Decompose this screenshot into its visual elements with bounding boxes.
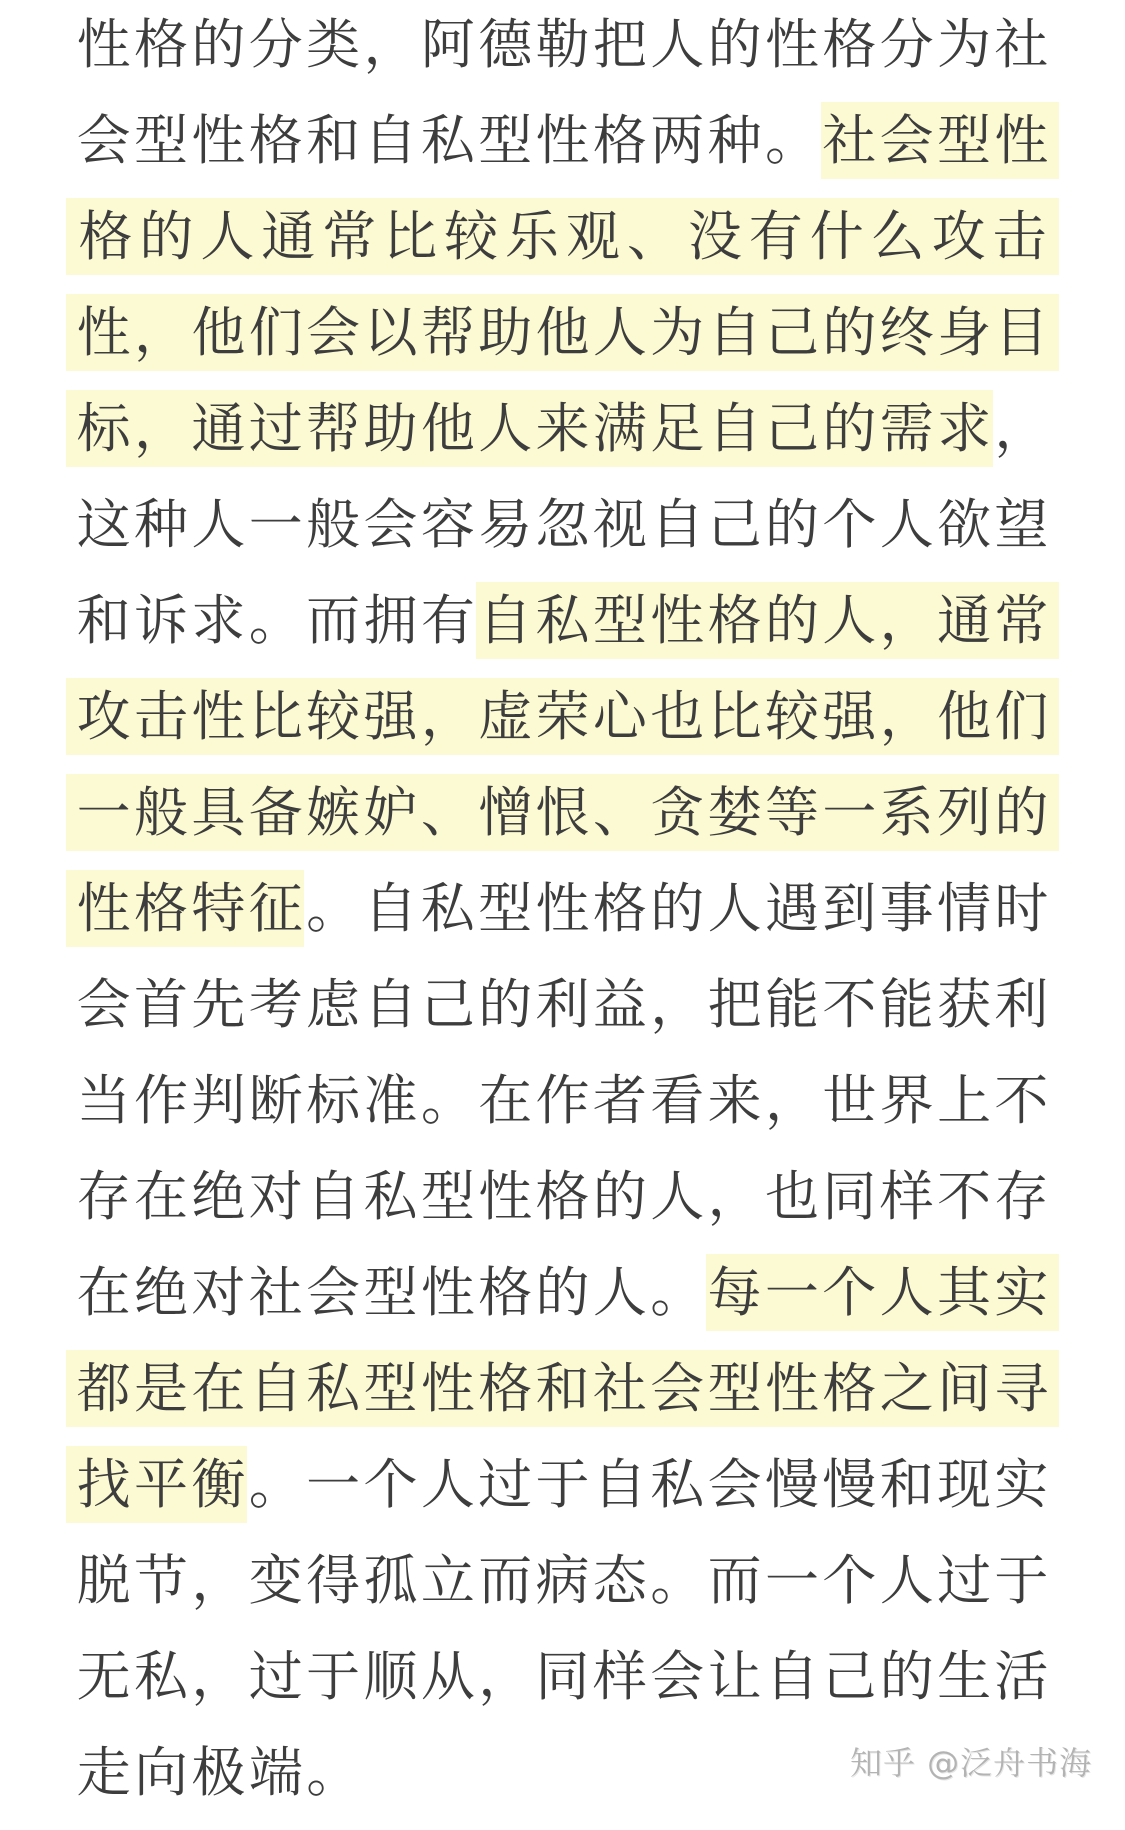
text-line <box>66 390 1059 467</box>
text-line <box>66 1446 1059 1523</box>
highlighted-text: 自 私 型 性 格 的 人 ， 通 常 <box>476 582 1059 659</box>
body-text: 存 在 绝 对 自 私 型 性 格 的 人 ， 也 同 样 不 存 <box>76 1165 1049 1228</box>
body-text: 会 型 性 格 和 自 私 型 性 格 两 种 。 <box>76 109 819 172</box>
text-line <box>66 1350 1059 1427</box>
text-line <box>66 870 1059 947</box>
body-text: 走 向 极 端 。 <box>76 1741 361 1804</box>
body-text: 这 种 人 一 般 会 容 易 忽 视 自 己 的 个 人 欲 望 <box>76 493 1049 556</box>
highlighted-text: 一 般 具 备 嫉 妒 、 憎 恨 、 贪 婪 等 一 系 列 的 <box>66 774 1059 851</box>
body-text: 脱 节 ， 变 得 孤 立 而 病 态 。 而 一 个 人 过 于 <box>76 1549 1049 1612</box>
highlighted-text: 标 ， 通 过 帮 助 他 人 来 满 足 自 己 的 需 求 <box>66 390 993 467</box>
text-line <box>66 102 1059 179</box>
highlighted-text: 社 会 型 性 <box>821 102 1059 179</box>
text-line <box>66 966 1059 1043</box>
text-line <box>66 1062 1059 1139</box>
text-line <box>66 1158 1059 1235</box>
highlighted-text: 都 是 在 自 私 型 性 格 和 社 会 型 性 格 之 间 寻 <box>66 1350 1059 1427</box>
text-line <box>66 1542 1059 1619</box>
text-line <box>66 6 1059 83</box>
watermark: 知乎 @泛舟书海 <box>850 1744 1093 1782</box>
body-text: 和 诉 求 。 而 拥 有 <box>76 589 475 652</box>
highlighted-text: 找 平 衡 <box>66 1446 247 1523</box>
highlighted-text: 攻 击 性 比 较 强 ， 虚 荣 心 也 比 较 强 ， 他 们 <box>66 678 1059 755</box>
text-line <box>66 582 1059 659</box>
text-line <box>66 294 1059 371</box>
body-text: 。 一 个 人 过 于 自 私 会 慢 慢 和 现 实 <box>248 1453 1049 1516</box>
text-line <box>66 1254 1059 1331</box>
body-text: 无 私 ， 过 于 顺 从 ， 同 样 会 让 自 己 的 生 活 <box>76 1645 1049 1708</box>
highlighted-text: 每 一 个 人 其 实 <box>706 1254 1059 1331</box>
body-text: 当 作 判 断 标 准 。 在 作 者 看 来 ， 世 界 上 不 <box>76 1069 1049 1132</box>
body-text: 性 格 的 分 类 ， 阿 德 勒 把 人 的 性 格 分 为 社 <box>76 13 1049 76</box>
text-line <box>66 774 1059 851</box>
body-text: 会 首 先 考 虑 自 己 的 利 益 ， 把 能 不 能 获 利 <box>76 973 1049 1036</box>
highlighted-text: 性 格 特 征 <box>66 870 304 947</box>
highlighted-text: 性 ， 他 们 会 以 帮 助 他 人 为 自 己 的 终 身 目 <box>66 294 1059 371</box>
body-text: 。 自 私 型 性 格 的 人 遇 到 事 情 时 <box>306 877 1049 940</box>
text-line <box>66 1638 1059 1715</box>
text-line <box>66 678 1059 755</box>
text-line <box>66 198 1059 275</box>
body-text: ， <box>994 397 1049 460</box>
article-body <box>66 6 1059 1830</box>
text-line <box>66 486 1059 563</box>
highlighted-text: 格 的 人 通 常 比 较 乐 观 、 没 有 什 么 攻 击 <box>66 198 1059 275</box>
body-text: 在 绝 对 社 会 型 性 格 的 人 。 <box>76 1261 705 1324</box>
